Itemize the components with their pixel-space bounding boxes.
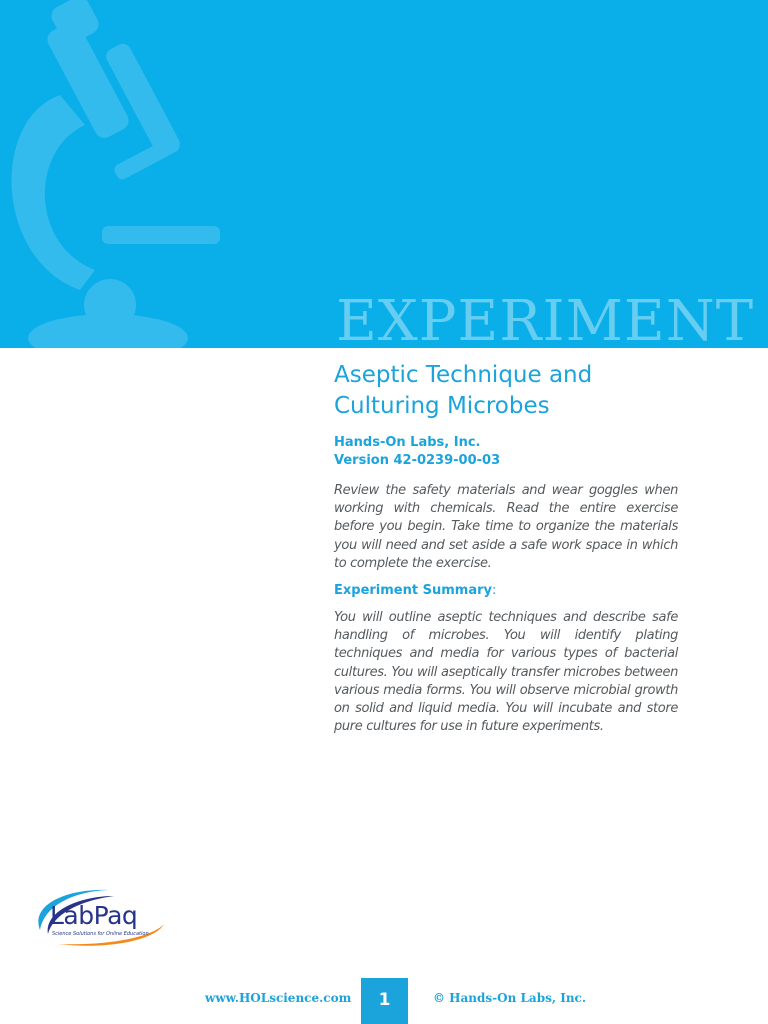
logo-tagline: Science Solutions for Online Education — [52, 931, 149, 937]
logo-wordmark: LabPaq — [50, 901, 138, 930]
header-banner — [0, 0, 768, 348]
labpaq-logo — [28, 884, 176, 952]
summary-body: You will outline aseptic techniques and describe safe handling of microbes. You will identify plating techniques and media for various types of bacterial cultures. You will aseptically transfer microbes between various media forms. You will observe microbial growth on solid and liquid media. You will incubate and store pure cultures for use in future experiments. — [334, 610, 678, 735]
document-title — [334, 360, 678, 422]
summary-heading — [334, 582, 678, 600]
footer-url-link[interactable]: www.HOLscience.com — [205, 991, 352, 1005]
summary-heading-colon: : — [491, 583, 497, 599]
footer-copyright: © Hands-On Labs, Inc. — [433, 991, 587, 1005]
summary-heading-text: Experiment Summary — [334, 583, 492, 599]
document-body — [334, 360, 678, 736]
safety-intro: Review the safety materials and wear goggles when working with chemicals. Read the entire exercise before you begin. Take time to organize the materials you will need and set aside a safe work space in which to complete the exercise. — [334, 483, 678, 571]
version-number: Version 42-0239-00-03 — [334, 453, 501, 468]
document-meta — [334, 434, 678, 470]
publisher-name: Hands-On Labs, Inc. — [334, 435, 481, 450]
experiment-watermark: EXPERIMENT — [336, 289, 755, 348]
title-line-1: Aseptic Technique and — [334, 362, 593, 388]
page-number: 1 — [361, 978, 408, 1024]
title-line-2: Culturing Microbes — [334, 393, 550, 419]
